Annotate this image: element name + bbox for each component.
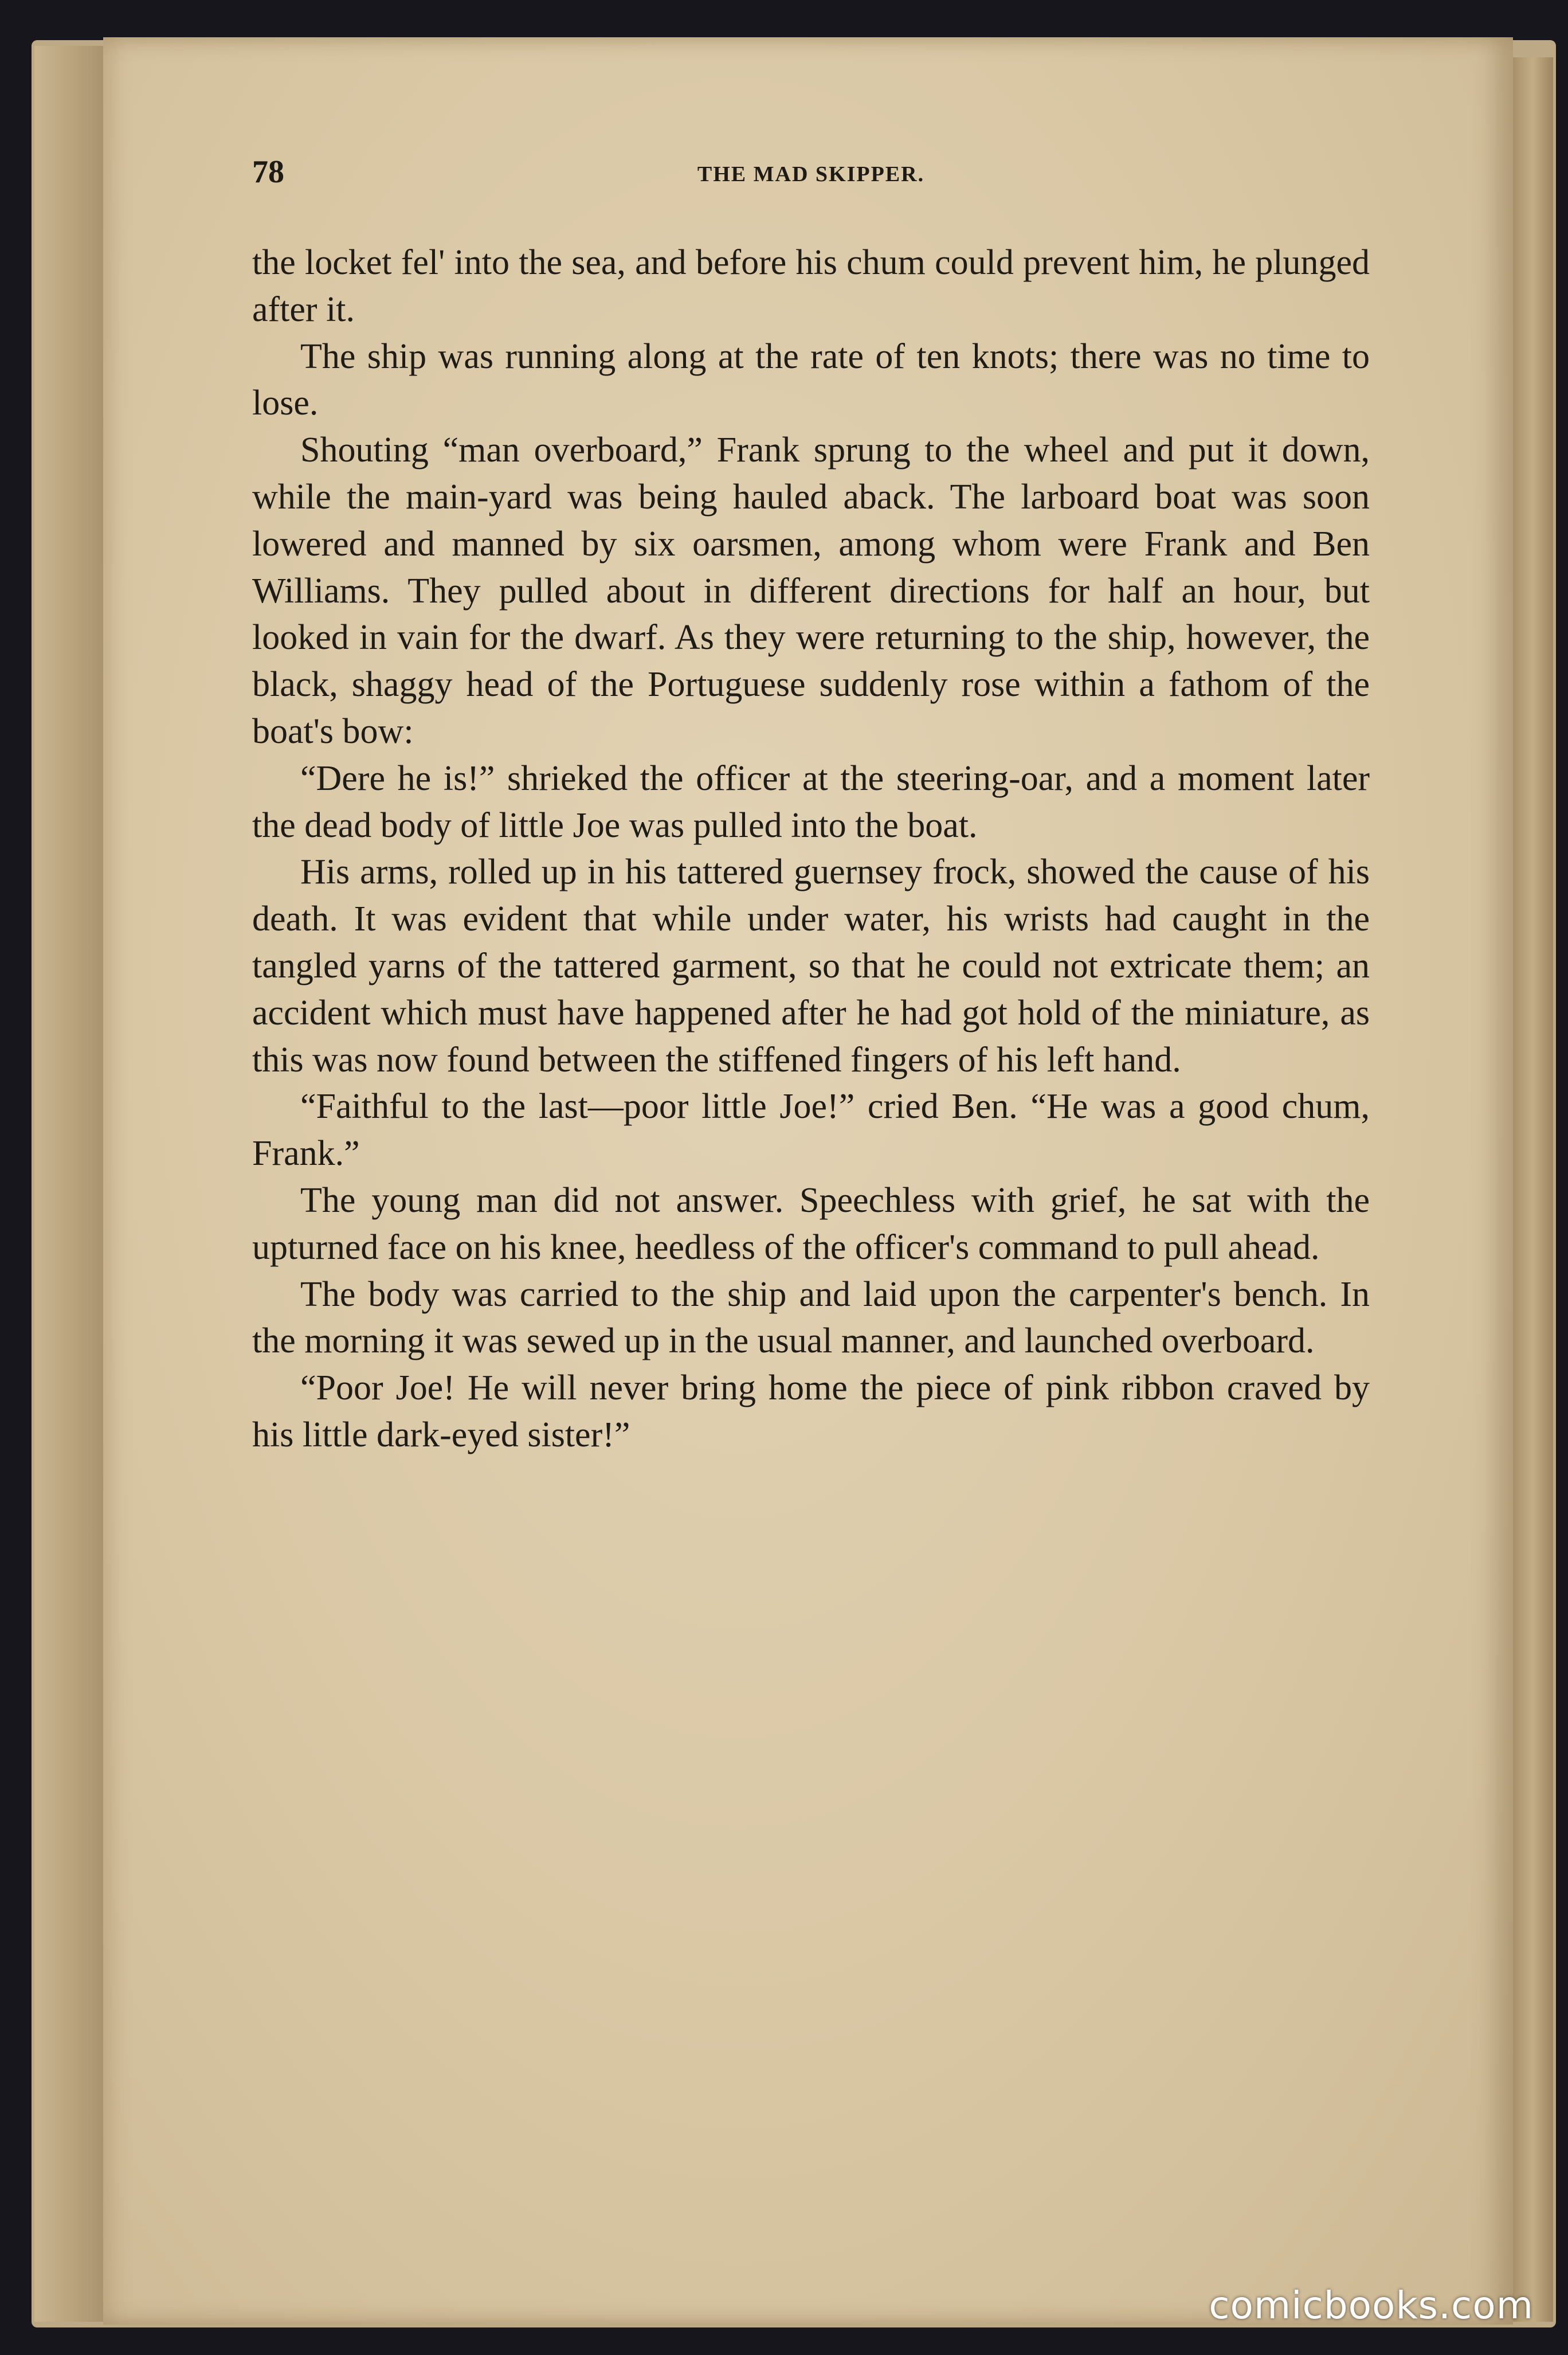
paragraph: Shouting “man overboard,” Frank sprung to the wheel and put it down, while the main-yard was being hauled aback. The larboard boat was soon lowered and manned by six oarsmen, among whom were Frank and Ben Williams. They pulled about in different directions for half an hour, but looked in vain for the dwarf. As they were returning to the ship, however, the black, shaggy head of the Portuguese suddenly rose within a fathom of the boat's bow: (252, 431, 1370, 751)
paragraph: the locket fel' into the sea, and before his chum could prevent him, he plunged after it. (252, 243, 1370, 329)
paragraph: The ship was running along at the rate of ten knots; there was no time to lose. (252, 337, 1370, 423)
paragraph: The young man did not answer. Speechless with grief, he sat with the upturned face on his knee, heedless of the officer's command to pull ahead. (252, 1180, 1370, 1267)
body-text (252, 240, 1370, 1459)
paragraph: The body was carried to the ship and laid upon the carpenter's bench. In the morning it was sewed up in the usual manner, and launched overboard. (252, 1274, 1370, 1361)
page-number: 78 (252, 154, 284, 190)
watermark: comicbooks.com (1209, 2283, 1534, 2327)
running-head (252, 154, 1370, 194)
paragraph: “Poor Joe! He will never bring home the piece of pink ribbon craved by his little dark-eyed sister!” (252, 1368, 1370, 1454)
paragraph: “Dere he is!” shrieked the officer at the steering-oar, and a moment later the dead body of little Joe was pulled into the boat. (252, 758, 1370, 845)
book-cover-edge (34, 46, 107, 2322)
page-header: THE MAD SKIPPER. (697, 162, 925, 186)
page-stack-edge (1513, 57, 1553, 2322)
paragraph: His arms, rolled up in his tattered guernsey frock, showed the cause of his death. It was evident that while under water, his wrists had caught in the tangled yarns of the tattered garment, so that he could not extricate them; an accident which must have happened after he had got hold of the miniature, as this was now found between the stiffened fingers of his left hand. (252, 852, 1370, 1079)
paragraph: “Faithful to the last—poor little Joe!” cried Ben. “He was a good chum, Frank.” (252, 1087, 1370, 1173)
